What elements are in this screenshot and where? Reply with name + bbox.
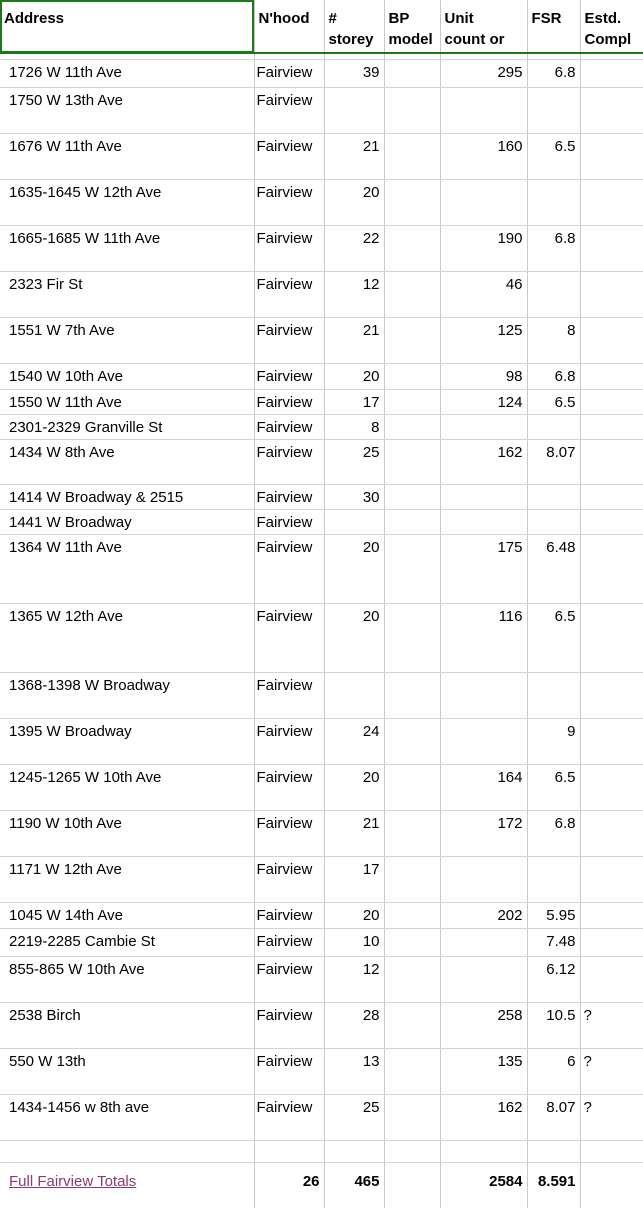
estd-compl-cell[interactable] — [580, 810, 643, 856]
bp-model-cell[interactable] — [384, 225, 440, 271]
bp-model-cell[interactable] — [384, 1002, 440, 1048]
estd-compl-cell[interactable] — [580, 179, 643, 225]
fsr-cell[interactable] — [527, 672, 580, 718]
address-cell[interactable]: 1368-1398 W Broadway — [0, 672, 254, 718]
nhood-cell[interactable]: Fairview — [254, 672, 324, 718]
nhood-cell[interactable]: Fairview — [254, 902, 324, 928]
table-row[interactable] — [0, 902, 643, 928]
bp-model-cell[interactable] — [384, 718, 440, 764]
fsr-cell[interactable]: 6.5 — [527, 603, 580, 672]
estd-compl-cell[interactable]: ? — [580, 1094, 643, 1140]
estd-compl-cell[interactable] — [580, 271, 643, 317]
unit-count-cell[interactable]: 125 — [440, 317, 527, 363]
totals-label-cell — [0, 1162, 254, 1208]
bp-model-cell[interactable] — [384, 672, 440, 718]
empty-cell[interactable] — [527, 1140, 580, 1162]
totals-storeys-cell: 465 — [324, 1162, 384, 1208]
storeys-cell[interactable]: 25 — [324, 439, 384, 484]
bp-model-cell[interactable] — [384, 179, 440, 225]
header-storeys[interactable] — [324, 0, 384, 53]
fsr-cell[interactable]: 6.8 — [527, 363, 580, 389]
unit-count-cell[interactable]: 98 — [440, 363, 527, 389]
address-cell[interactable]: 1245-1265 W 10th Ave — [0, 764, 254, 810]
estd-compl-cell[interactable] — [580, 87, 643, 133]
totals-fsr-cell: 8.591 — [527, 1162, 580, 1208]
header-storeys-line2: storey — [328, 31, 374, 48]
bp-model-cell[interactable] — [384, 509, 440, 534]
nhood-cell[interactable]: Fairview — [254, 59, 324, 87]
address-cell[interactable]: 1171 W 12th Ave — [0, 856, 254, 902]
header-address[interactable] — [0, 0, 254, 53]
nhood-cell[interactable]: Fairview — [254, 225, 324, 271]
header-fsr[interactable] — [527, 0, 580, 53]
unit-count-cell[interactable]: 202 — [440, 902, 527, 928]
table-row[interactable] — [0, 534, 643, 603]
address-cell[interactable]: 2301-2329 Granville St — [0, 414, 254, 439]
unit-count-cell[interactable]: 175 — [440, 534, 527, 603]
storeys-cell[interactable]: 17 — [324, 856, 384, 902]
table-row[interactable] — [0, 856, 643, 902]
estd-compl-cell[interactable] — [580, 764, 643, 810]
nhood-cell[interactable]: Fairview — [254, 928, 324, 956]
fsr-cell[interactable] — [527, 414, 580, 439]
table-row[interactable] — [0, 59, 643, 87]
fsr-cell[interactable]: 6 — [527, 1048, 580, 1094]
bp-model-cell[interactable] — [384, 1094, 440, 1140]
fsr-cell[interactable] — [527, 509, 580, 534]
header-estd-compl[interactable] — [580, 0, 643, 53]
storeys-cell[interactable]: 25 — [324, 1094, 384, 1140]
nhood-cell[interactable]: Fairview — [254, 764, 324, 810]
estd-compl-cell[interactable] — [580, 718, 643, 764]
address-cell[interactable]: 1045 W 14th Ave — [0, 902, 254, 928]
nhood-cell[interactable]: Fairview — [254, 810, 324, 856]
estd-compl-cell[interactable] — [580, 856, 643, 902]
fsr-cell[interactable]: 6.5 — [527, 764, 580, 810]
unit-count-cell[interactable]: 162 — [440, 1094, 527, 1140]
address-cell[interactable]: 1434-1456 w 8th ave — [0, 1094, 254, 1140]
unit-count-cell[interactable] — [440, 484, 527, 509]
estd-compl-cell[interactable] — [580, 414, 643, 439]
totals-estd-cell — [580, 1162, 643, 1208]
bp-model-cell[interactable] — [384, 59, 440, 87]
bp-model-cell[interactable] — [384, 317, 440, 363]
unit-count-cell[interactable] — [440, 856, 527, 902]
storeys-cell[interactable]: 39 — [324, 59, 384, 87]
empty-cell[interactable] — [254, 1140, 324, 1162]
fsr-cell[interactable]: 9 — [527, 718, 580, 764]
bp-model-cell[interactable] — [384, 956, 440, 1002]
estd-compl-cell[interactable] — [580, 484, 643, 509]
header-bp-line2: model — [388, 31, 433, 48]
unit-count-cell[interactable] — [440, 718, 527, 764]
header-bp-line1: BP — [388, 10, 410, 27]
unit-count-cell[interactable] — [440, 87, 527, 133]
empty-cell[interactable] — [580, 1140, 643, 1162]
bp-model-cell[interactable] — [384, 363, 440, 389]
estd-compl-cell[interactable] — [580, 225, 643, 271]
unit-count-cell[interactable] — [440, 414, 527, 439]
fsr-cell[interactable]: 6.8 — [527, 59, 580, 87]
table-row[interactable] — [0, 1094, 643, 1140]
table-row[interactable] — [0, 389, 643, 414]
table-row[interactable] — [0, 1048, 643, 1094]
storeys-cell[interactable] — [324, 509, 384, 534]
address-cell[interactable]: 2538 Birch — [0, 1002, 254, 1048]
table-row[interactable] — [0, 414, 643, 439]
nhood-cell[interactable]: Fairview — [254, 414, 324, 439]
table-body — [0, 53, 643, 1208]
estd-compl-cell[interactable] — [580, 672, 643, 718]
nhood-cell[interactable]: Fairview — [254, 363, 324, 389]
bp-model-cell[interactable] — [384, 810, 440, 856]
unit-count-cell[interactable]: 258 — [440, 1002, 527, 1048]
nhood-cell[interactable]: Fairview — [254, 534, 324, 603]
nhood-cell[interactable]: Fairview — [254, 179, 324, 225]
unit-count-cell[interactable] — [440, 956, 527, 1002]
fsr-cell[interactable] — [527, 179, 580, 225]
address-cell[interactable]: 855-865 W 10th Ave — [0, 956, 254, 1002]
empty-cell[interactable] — [384, 1140, 440, 1162]
estd-compl-cell[interactable] — [580, 317, 643, 363]
storeys-cell[interactable]: 28 — [324, 1002, 384, 1048]
unit-count-cell[interactable]: 116 — [440, 603, 527, 672]
empty-row[interactable] — [0, 1140, 643, 1162]
unit-count-cell[interactable]: 160 — [440, 133, 527, 179]
bp-model-cell[interactable] — [384, 133, 440, 179]
header-estd-line1: Estd. — [584, 10, 622, 27]
table-row[interactable] — [0, 810, 643, 856]
fsr-cell[interactable]: 8.07 — [527, 1094, 580, 1140]
bp-model-cell[interactable] — [384, 389, 440, 414]
storeys-cell[interactable]: 8 — [324, 414, 384, 439]
bp-model-cell[interactable] — [384, 414, 440, 439]
bp-model-cell[interactable] — [384, 534, 440, 603]
estd-compl-cell[interactable] — [580, 133, 643, 179]
totals-row — [0, 1162, 643, 1208]
nhood-cell[interactable]: Fairview — [254, 509, 324, 534]
storeys-cell[interactable]: 22 — [324, 225, 384, 271]
storeys-cell[interactable]: 20 — [324, 179, 384, 225]
storeys-cell[interactable]: 21 — [324, 810, 384, 856]
header-units-line2: count or — [444, 31, 505, 48]
storeys-cell[interactable]: 20 — [324, 902, 384, 928]
table-row[interactable] — [0, 225, 643, 271]
unit-count-cell[interactable] — [440, 672, 527, 718]
table-row[interactable] — [0, 439, 643, 484]
address-cell[interactable]: 1550 W 11th Ave — [0, 389, 254, 414]
storeys-cell[interactable]: 24 — [324, 718, 384, 764]
table-row[interactable] — [0, 672, 643, 718]
totals-bp-cell — [384, 1162, 440, 1208]
storeys-cell[interactable]: 21 — [324, 133, 384, 179]
address-cell[interactable]: 1434 W 8th Ave — [0, 439, 254, 484]
storeys-cell[interactable]: 13 — [324, 1048, 384, 1094]
estd-compl-cell[interactable] — [580, 389, 643, 414]
fsr-cell[interactable]: 6.48 — [527, 534, 580, 603]
header-unit-count[interactable] — [440, 0, 527, 53]
full-fairview-totals-link[interactable]: Full Fairview Totals — [9, 1172, 137, 1190]
unit-count-cell[interactable]: 190 — [440, 225, 527, 271]
unit-count-cell[interactable]: 124 — [440, 389, 527, 414]
estd-compl-cell[interactable]: ? — [580, 1048, 643, 1094]
header-storeys-line1: # — [328, 10, 337, 27]
bp-model-cell[interactable] — [384, 271, 440, 317]
table-row[interactable] — [0, 363, 643, 389]
totals-units-cell: 2584 — [440, 1162, 527, 1208]
address-cell[interactable]: 1395 W Broadway — [0, 718, 254, 764]
storeys-cell[interactable]: 20 — [324, 603, 384, 672]
address-cell[interactable]: 2323 Fir St — [0, 271, 254, 317]
estd-compl-cell[interactable] — [580, 928, 643, 956]
bp-model-cell[interactable] — [384, 484, 440, 509]
table-row[interactable] — [0, 179, 643, 225]
nhood-cell[interactable]: Fairview — [254, 1094, 324, 1140]
fsr-cell[interactable]: 6.12 — [527, 956, 580, 1002]
nhood-cell[interactable]: Fairview — [254, 718, 324, 764]
table-row[interactable] — [0, 1002, 643, 1048]
nhood-cell[interactable]: Fairview — [254, 439, 324, 484]
address-cell[interactable]: 1726 W 11th Ave — [0, 59, 254, 87]
storeys-cell[interactable]: 10 — [324, 928, 384, 956]
address-cell[interactable]: 1551 W 7th Ave — [0, 317, 254, 363]
address-cell[interactable]: 1414 W Broadway & 2515 — [0, 484, 254, 509]
nhood-cell[interactable]: Fairview — [254, 87, 324, 133]
table-row[interactable] — [0, 603, 643, 672]
bp-model-cell[interactable] — [384, 764, 440, 810]
storeys-cell[interactable]: 12 — [324, 956, 384, 1002]
storeys-cell[interactable]: 20 — [324, 534, 384, 603]
storeys-cell[interactable] — [324, 672, 384, 718]
unit-count-cell[interactable] — [440, 179, 527, 225]
header-address-label: Address — [4, 10, 65, 27]
estd-compl-cell[interactable]: ? — [580, 1002, 643, 1048]
bp-model-cell[interactable] — [384, 902, 440, 928]
bp-model-cell[interactable] — [384, 603, 440, 672]
fsr-cell[interactable]: 8.07 — [527, 439, 580, 484]
unit-count-cell[interactable]: 164 — [440, 764, 527, 810]
address-cell[interactable]: 1365 W 12th Ave — [0, 603, 254, 672]
nhood-cell[interactable]: Fairview — [254, 956, 324, 1002]
address-cell[interactable]: 2219-2285 Cambie St — [0, 928, 254, 956]
table-row[interactable] — [0, 133, 643, 179]
fsr-cell[interactable]: 6.5 — [527, 133, 580, 179]
fsr-cell[interactable]: 7.48 — [527, 928, 580, 956]
header-nhood-label: N'hood — [258, 10, 310, 27]
fsr-cell[interactable]: 10.5 — [527, 1002, 580, 1048]
storeys-cell[interactable]: 12 — [324, 271, 384, 317]
address-cell[interactable]: 1665-1685 W 11th Ave — [0, 225, 254, 271]
fsr-cell[interactable]: 5.95 — [527, 902, 580, 928]
table-row[interactable] — [0, 317, 643, 363]
bp-model-cell[interactable] — [384, 856, 440, 902]
table-row[interactable] — [0, 928, 643, 956]
unit-count-cell[interactable]: 46 — [440, 271, 527, 317]
estd-compl-cell[interactable] — [580, 59, 643, 87]
nhood-cell[interactable]: Fairview — [254, 317, 324, 363]
address-cell[interactable]: 1635-1645 W 12th Ave — [0, 179, 254, 225]
storeys-cell[interactable]: 21 — [324, 317, 384, 363]
table-row[interactable] — [0, 87, 643, 133]
empty-cell[interactable] — [324, 1140, 384, 1162]
address-cell[interactable]: 550 W 13th — [0, 1048, 254, 1094]
header-units-line1: Unit — [444, 10, 474, 27]
header-fsr-label: FSR — [531, 10, 562, 27]
unit-count-cell[interactable]: 135 — [440, 1048, 527, 1094]
bp-model-cell[interactable] — [384, 439, 440, 484]
table-row[interactable] — [0, 271, 643, 317]
empty-cell[interactable] — [0, 1140, 254, 1162]
address-cell[interactable]: 1364 W 11th Ave — [0, 534, 254, 603]
nhood-cell[interactable]: Fairview — [254, 1048, 324, 1094]
bp-model-cell[interactable] — [384, 1048, 440, 1094]
fsr-cell[interactable] — [527, 484, 580, 509]
header-estd-line2: Compl — [584, 31, 632, 48]
fsr-cell[interactable]: 6.8 — [527, 810, 580, 856]
bp-model-cell[interactable] — [384, 928, 440, 956]
address-cell[interactable]: 1750 W 13th Ave — [0, 87, 254, 133]
fsr-cell[interactable]: 8 — [527, 317, 580, 363]
storeys-cell[interactable]: 17 — [324, 389, 384, 414]
nhood-cell[interactable]: Fairview — [254, 1002, 324, 1048]
fsr-cell[interactable] — [527, 271, 580, 317]
unit-count-cell[interactable]: 295 — [440, 59, 527, 87]
table-row[interactable] — [0, 509, 643, 534]
nhood-cell[interactable]: Fairview — [254, 856, 324, 902]
estd-compl-cell[interactable] — [580, 534, 643, 603]
estd-compl-cell[interactable] — [580, 902, 643, 928]
nhood-cell[interactable]: Fairview — [254, 271, 324, 317]
estd-compl-cell[interactable] — [580, 439, 643, 484]
fsr-cell[interactable] — [527, 87, 580, 133]
estd-compl-cell[interactable] — [580, 603, 643, 672]
fsr-cell[interactable]: 6.5 — [527, 389, 580, 414]
unit-count-cell[interactable]: 172 — [440, 810, 527, 856]
bp-model-cell[interactable] — [384, 87, 440, 133]
fsr-cell[interactable] — [527, 856, 580, 902]
fsr-cell[interactable]: 6.8 — [527, 225, 580, 271]
unit-count-cell[interactable]: 162 — [440, 439, 527, 484]
address-cell[interactable]: 1190 W 10th Ave — [0, 810, 254, 856]
storeys-cell[interactable]: 20 — [324, 363, 384, 389]
empty-cell[interactable] — [440, 1140, 527, 1162]
storeys-cell[interactable] — [324, 87, 384, 133]
table-row[interactable] — [0, 956, 643, 1002]
header-row — [0, 0, 643, 53]
unit-count-cell[interactable] — [440, 509, 527, 534]
nhood-cell[interactable]: Fairview — [254, 484, 324, 509]
estd-compl-cell[interactable] — [580, 956, 643, 1002]
estd-compl-cell[interactable] — [580, 363, 643, 389]
table-row[interactable] — [0, 718, 643, 764]
estd-compl-cell[interactable] — [580, 509, 643, 534]
storeys-cell[interactable]: 20 — [324, 764, 384, 810]
address-cell[interactable]: 1676 W 11th Ave — [0, 133, 254, 179]
address-cell[interactable]: 1441 W Broadway — [0, 509, 254, 534]
totals-nhood-count-cell: 26 — [254, 1162, 324, 1208]
nhood-cell[interactable]: Fairview — [254, 389, 324, 414]
header-nhood[interactable] — [254, 0, 324, 53]
table-row[interactable] — [0, 764, 643, 810]
address-cell[interactable]: 1540 W 10th Ave — [0, 363, 254, 389]
header-bp-model[interactable] — [384, 0, 440, 53]
storeys-cell[interactable]: 30 — [324, 484, 384, 509]
nhood-cell[interactable]: Fairview — [254, 133, 324, 179]
nhood-cell[interactable]: Fairview — [254, 603, 324, 672]
unit-count-cell[interactable] — [440, 928, 527, 956]
table-row[interactable] — [0, 484, 643, 509]
